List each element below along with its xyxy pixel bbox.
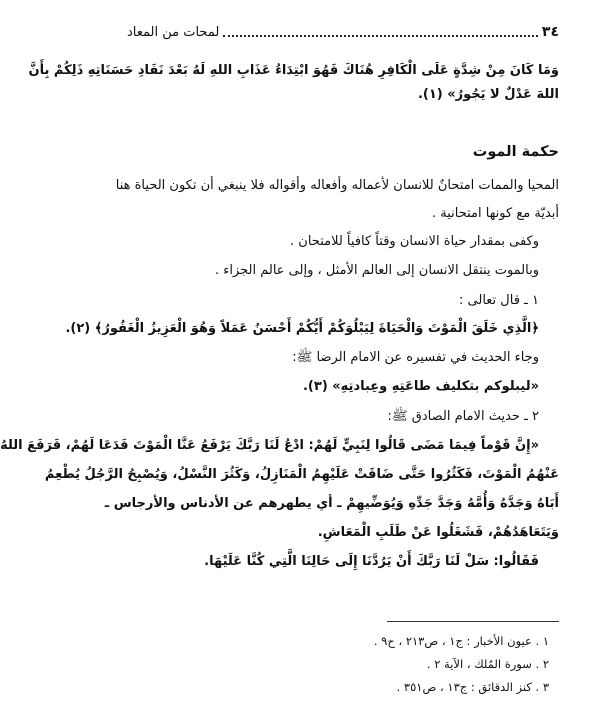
hadith-line: أَبَاهُ وَجَدَّهُ وَأُمَّهُ وَجَدَّ جَدِّهِ وَيُوَضِّيهِمْ ـ أي يطهرهم عن الأدناس والأرجاس ـ	[104, 496, 559, 511]
paragraph-line: وجاء الحديث في تفسيره عن الامام الرضا ﷺ:	[292, 350, 539, 365]
paragraph-line: وبالموت ينتقل الانسان إلى العالم الأمثل ، وإلى عالم الجزاء .	[214, 263, 539, 278]
footnote-divider	[387, 621, 559, 622]
book-title: لمحات من المعاد	[127, 24, 220, 40]
hadith-line: وَيَتَعَاهَدُهُمْ، فَشَغَلُوا عَنْ طَلَبِ الْمَعَاشِ.	[317, 525, 559, 540]
footnote: ٢ . سورة المُلك ، الآية ٢ .	[426, 657, 549, 671]
hadith-line: عَنْهُمُ الْمَوْتَ، فَكَثُرُوا حَتَّى ضَاقَتْ عَلَيْهِمُ الْمَنَازِلُ، وَكَثُرَ النَّسْلُ، وَيُصْبِحُ الرَّجُلُ يُطْعِمُ	[44, 467, 559, 482]
list-item-label: ٢ ـ حديث الامام الصادق ﷺ:	[387, 409, 539, 424]
footnote: ٣ . كنز الدقائق : ج١٣ ، ص٣٥١ .	[396, 680, 549, 694]
page-number: ٣٤	[541, 24, 559, 40]
hadith-quote: «ليبلوكم بتكليف طاعَتِهِ وعِبادتِهِ» (٣).	[302, 379, 539, 394]
hadith-line: «إِنَّ قَوْماً فِيمَا مَضَى قَالُوا لِنَبِيٍّ لَهُمْ: ادْعُ لَنَا رَبَّكَ يَرْفَعُ عَنَّا الْمَوْتَ فَدَعَا لَهُمْ، فَرَفَعَ اللهُ	[0, 438, 539, 453]
section-title: حكمة الموت	[472, 144, 559, 160]
footnote: ١ . عيون الأخبار : ج١ ، ص٢١٣ ، ح٩ .	[373, 634, 549, 648]
list-item-label: ١ ـ قال تعالى :	[459, 293, 539, 308]
paragraph-line: أبديّة مع كونها امتحانية .	[431, 206, 559, 221]
quote-line: وَمَا كَانَ مِنْ شِدَّةٍ عَلَى الْكَافِرِ هُنَاكَ فَهُوَ ابْتِدَاءُ عَذَابِ اللهِ لَهُ بَعْدَ نَفَادِ حَسَنَاتِهِ ذَلِكُمْ بِأَنَّ	[28, 63, 559, 78]
header-dot-leader	[223, 27, 538, 37]
quran-verse: ﴿الَّذِي خَلَقَ الْمَوْتَ وَالْحَيَاةَ لِيَبْلُوَكُمْ أَيُّكُمْ أَحْسَنُ عَمَلاً وَهُوَ الْعَزِيزُ الْغَفُورُ﴾ (٢).	[65, 321, 539, 336]
paragraph-line: المحيا والممات امتحانٌ للانسان لأعماله وأفعاله وأقواله فلا ينبغي أن تكون الحياة هنا	[115, 178, 559, 193]
page-header	[127, 22, 559, 42]
paragraph-line: وكفى بمقدار حياة الانسان وقتاً كافياً للامتحان .	[290, 234, 539, 249]
quote-line: اللهَ عَدْلٌ لا يَجُورُ» (١).	[417, 87, 559, 102]
hadith-line: فَقَالُوا: سَلْ لَنَا رَبَّكَ أَنْ يَرُدَّنَا إِلَى حَالِنَا الَّتِي كُنَّا عَلَيْهَا.	[204, 554, 539, 569]
